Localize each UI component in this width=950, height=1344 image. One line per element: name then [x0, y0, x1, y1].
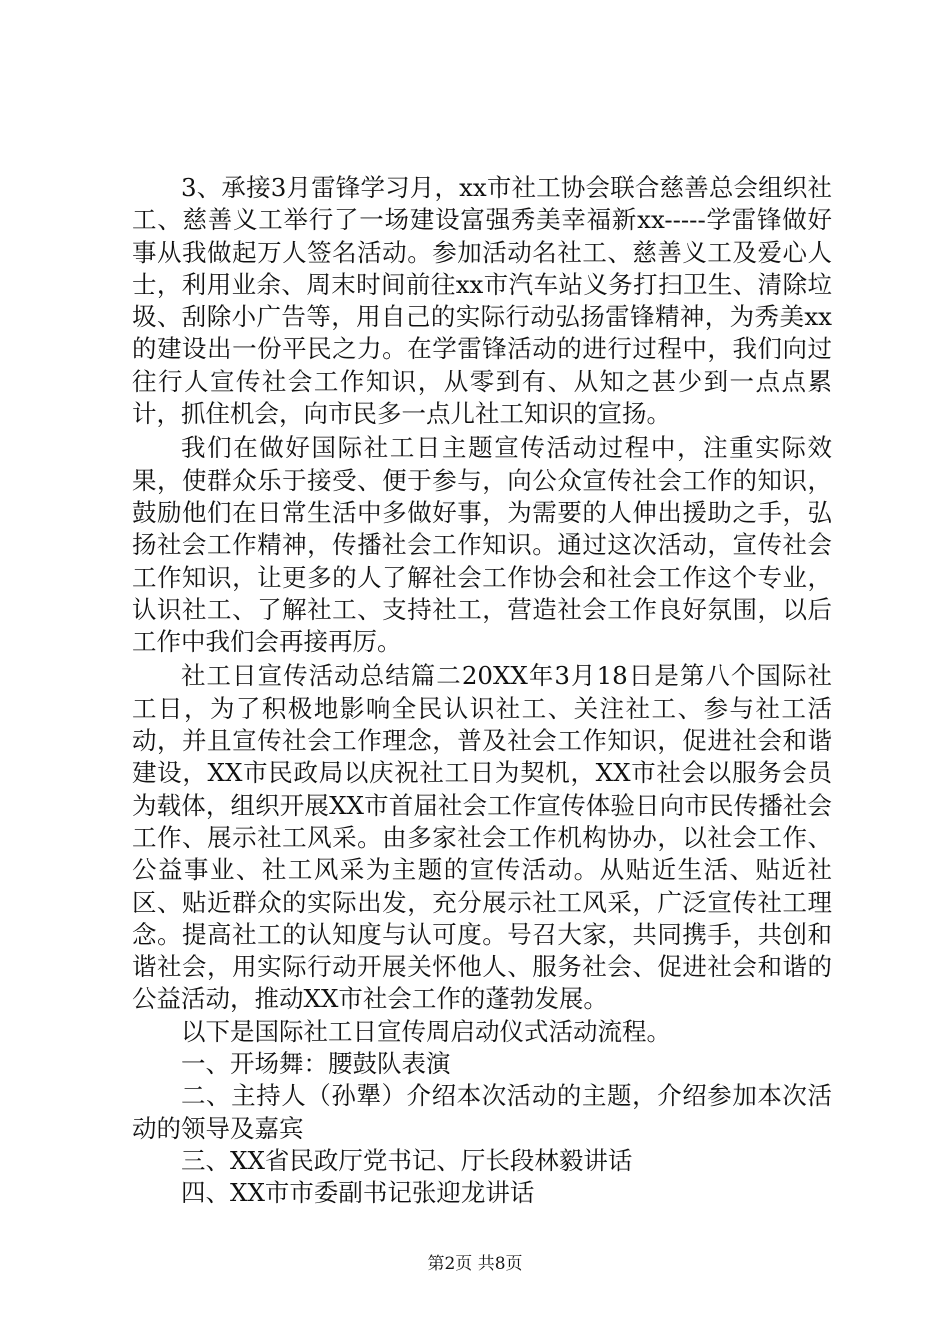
list-item-4: 四、XX市市委副书记张迎龙讲话	[181, 1178, 535, 1208]
list-item-1: 一、开场舞：腰鼓队表演	[181, 1049, 451, 1079]
paragraph-4: 以下是国际社工日宣传周启动仪式活动流程。	[181, 1016, 671, 1046]
list-item-3: 三、XX省民政厅党书记、厅长段林毅讲话	[181, 1145, 633, 1175]
document-body	[132, 172, 832, 1210]
paragraph-1: 3、承接3月雷锋学习月，xx市社工协会联合慈善总会组织社工、慈善义工举行了一场建设富强秀美幸福新xx-----学雷锋做好事从我做起万人签名活动。参加活动名社工、慈善义工及爱心人士，利用业余、周末时间前往xx市汽车站义务打扫卫生、清除垃圾、刮除小广告等，用自己的实际行动弘扬雷锋精神，为秀美xx的建设出一份平民之力。在学雷锋活动的进行过程中，我们向过往行人宣传社会工作知识，从零到有、从知之甚少到一点点累计，抓住机会，向市民多一点儿社工知识的宣扬。	[132, 173, 832, 429]
page-footer: 第2页 共8页	[427, 1254, 523, 1274]
paragraph-3: 社工日宣传活动总结篇二20XX年3月18日是第八个国际社工日，为了积极地影响全民认识社工、关注社工、参与社工活动，并且宣传社会工作理念，普及社会工作知识，促进社会和谐建设，XX市民政局以庆祝社工日为契机，XX市社会以服务会员为载体，组织开展XX市首届社会工作宣传体验日向市民传播社会工作、展示社工风采。由多家社会工作机构协办，以社会工作、公益事业、社工风采为主题的宣传活动。从贴近生活、贴近社区、贴近群众的实际出发，充分展示社工风采，广泛宣传社工理念。提高社工的认知度与认可度。号召大家，共同携手，共创和谐社会，用实际行动开展关怀他人、服务社会、促进社会和谐的公益活动，推动XX市社会工作的蓬勃发展。	[132, 661, 832, 1014]
list-item-2: 二、主持人（孙犟）介绍本次活动的主题，介绍参加本次活动的领导及嘉宾	[132, 1081, 832, 1143]
paragraph-2: 我们在做好国际社工日主题宣传活动过程中，注重实际效果，使群众乐于接受、便于参与，向公众宣传社会工作的知识，鼓励他们在日常生活中多做好事，为需要的人伸出援助之手，弘扬社会工作精神，传播社会工作知识。通过这次活动，宣传社会工作知识，让更多的人了解社会工作协会和社会工作这个专业，认识社工、了解社工、支持社工，营造社会工作良好氛围，以后工作中我们会再接再厉。	[132, 433, 832, 657]
